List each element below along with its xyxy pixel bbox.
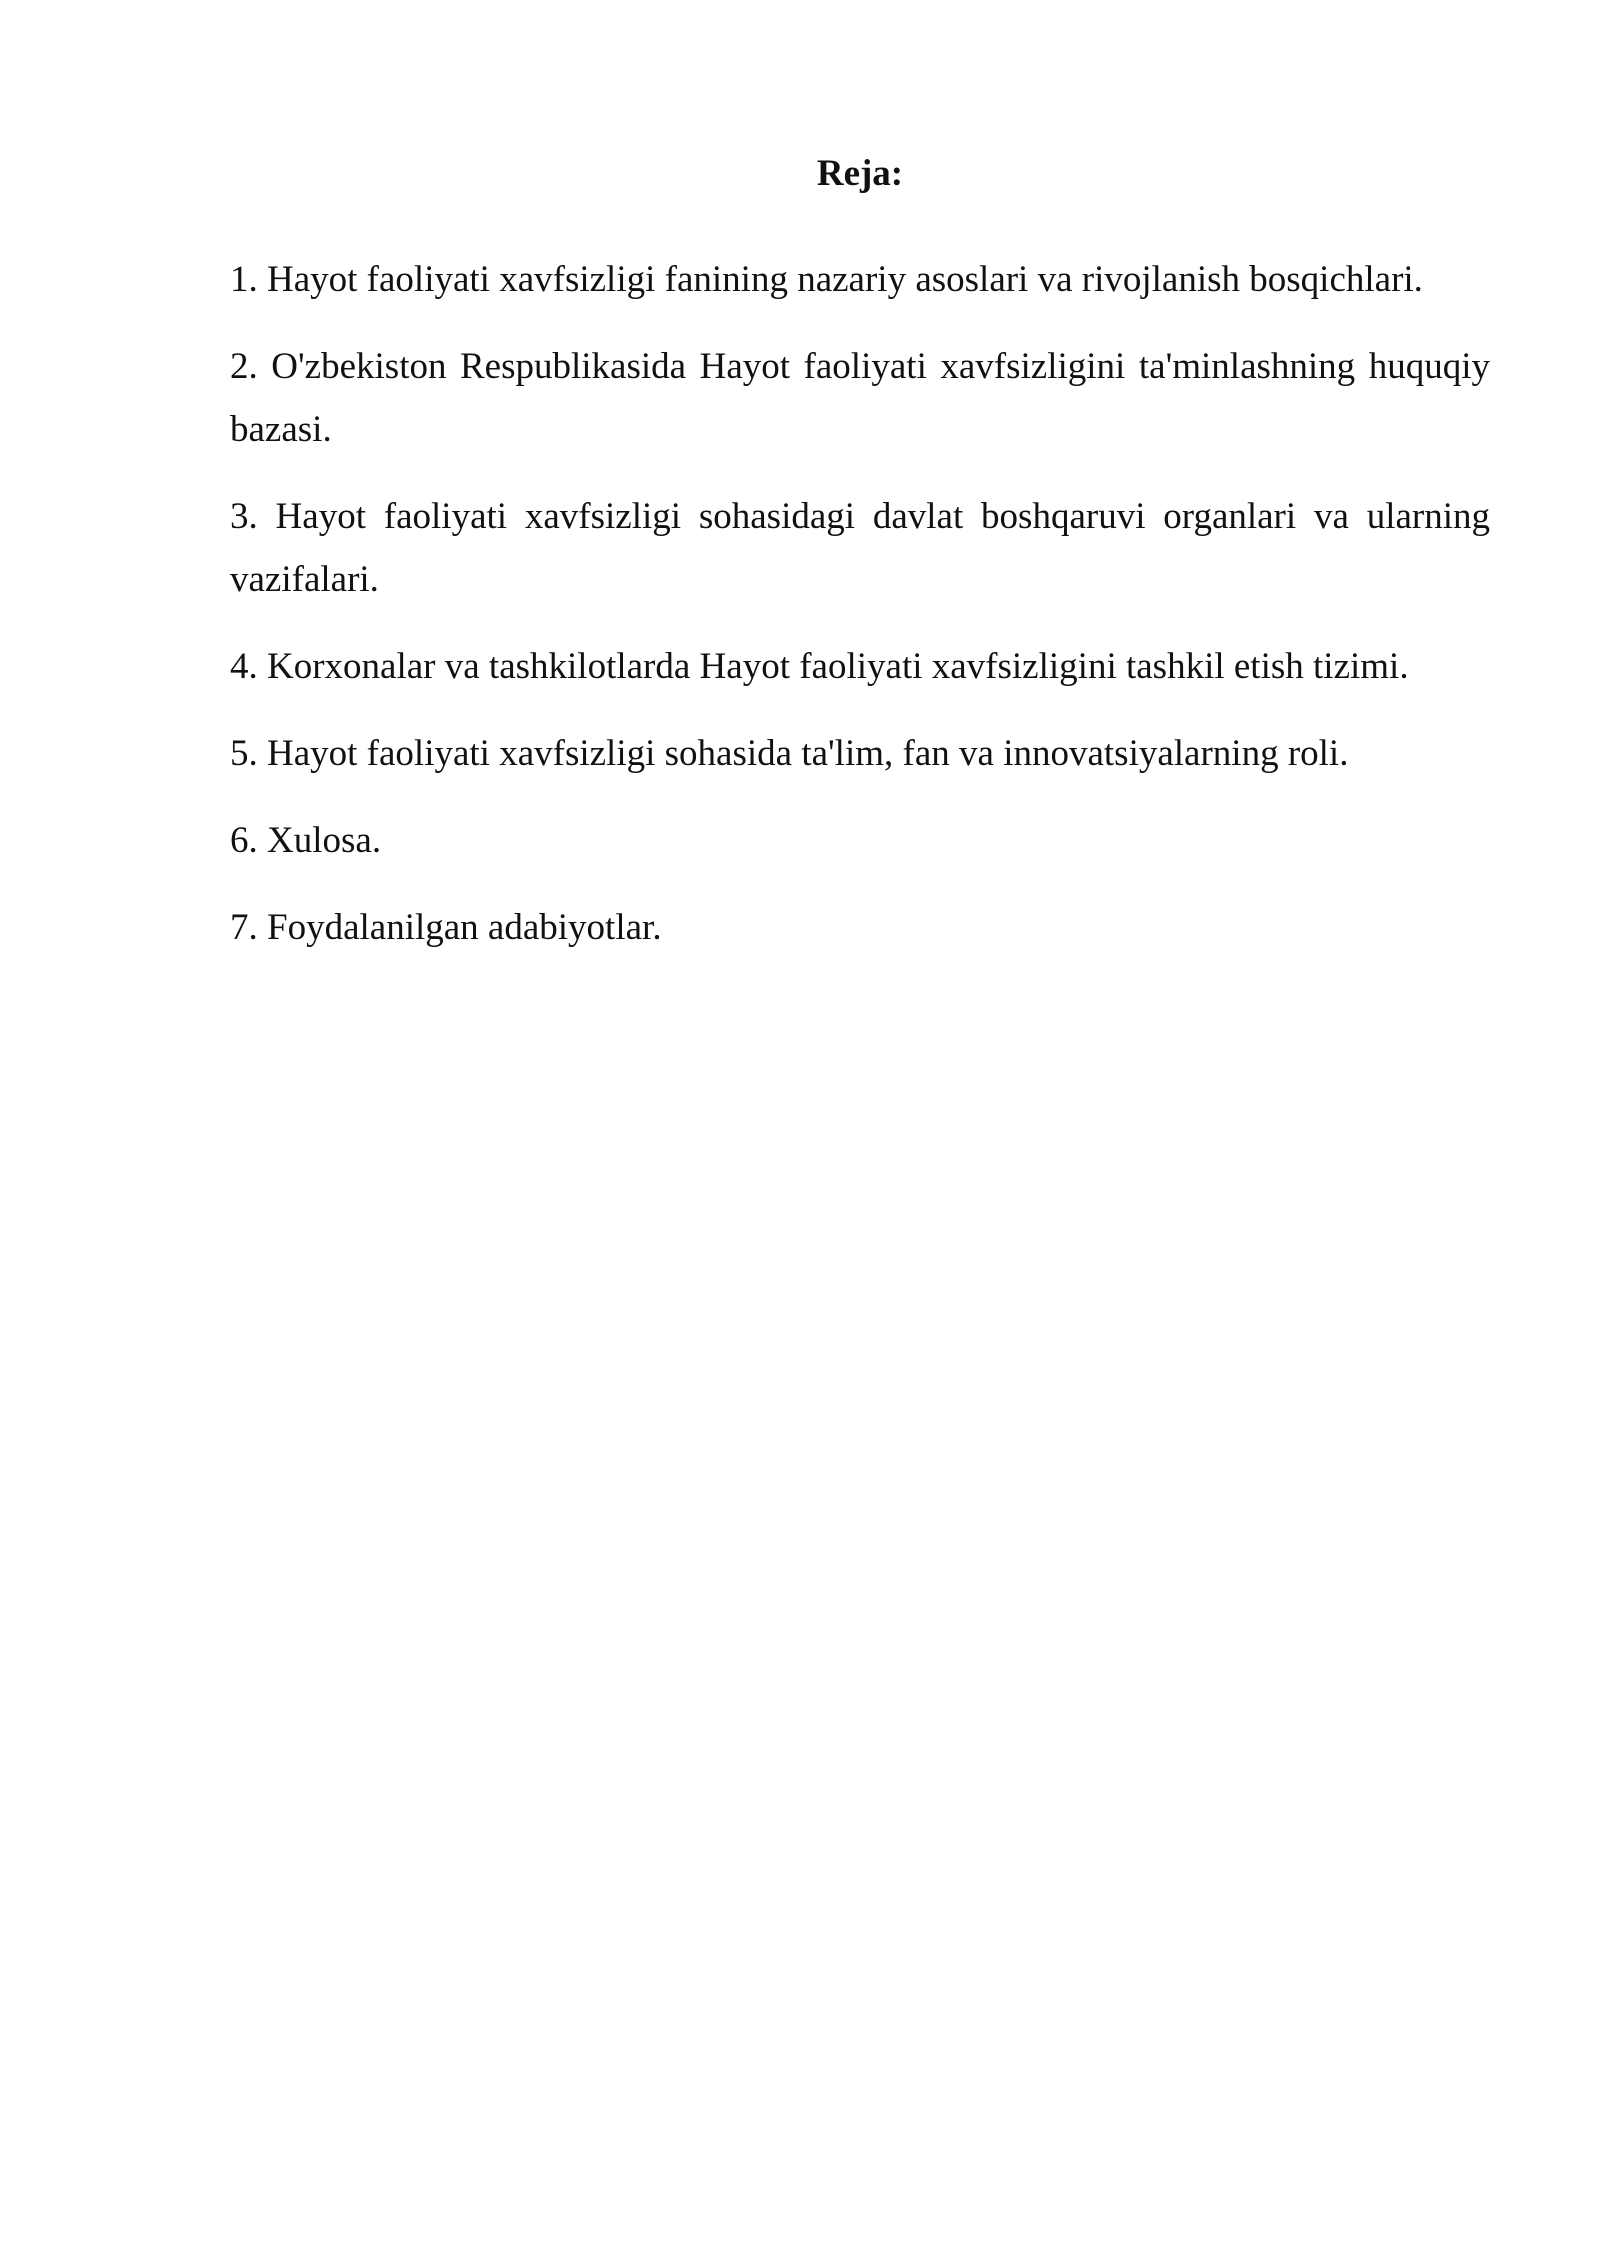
plan-item: 6. Xulosa. (230, 820, 382, 861)
plan-item: 2. O'zbekiston Respublikasida Hayot faoliyati xavfsizligini ta'minlashning huquqiy bazasi. (230, 346, 1490, 450)
plan-item: 3. Hayot faoliyati xavfsizligi sohasidagi davlat boshqaruvi organlari va ularning vazifalari. (230, 496, 1490, 600)
plan-title: Reja: (816, 153, 904, 194)
plan-item: 4. Korxonalar va tashkilotlarda Hayot faoliyati xavfsizligini tashkil etish tizimi. (230, 646, 1409, 687)
plan-item: 5. Hayot faoliyati xavfsizligi sohasida ta'lim, fan va innovatsiyalarning roli. (230, 733, 1349, 774)
plan-item: 7. Foydalanilgan adabiyotlar. (230, 907, 662, 948)
plan-list (230, 248, 1490, 983)
plan-item: 1. Hayot faoliyati xavfsizligi fanining nazariy asoslari va rivojlanish bosqichlari. (230, 259, 1423, 300)
